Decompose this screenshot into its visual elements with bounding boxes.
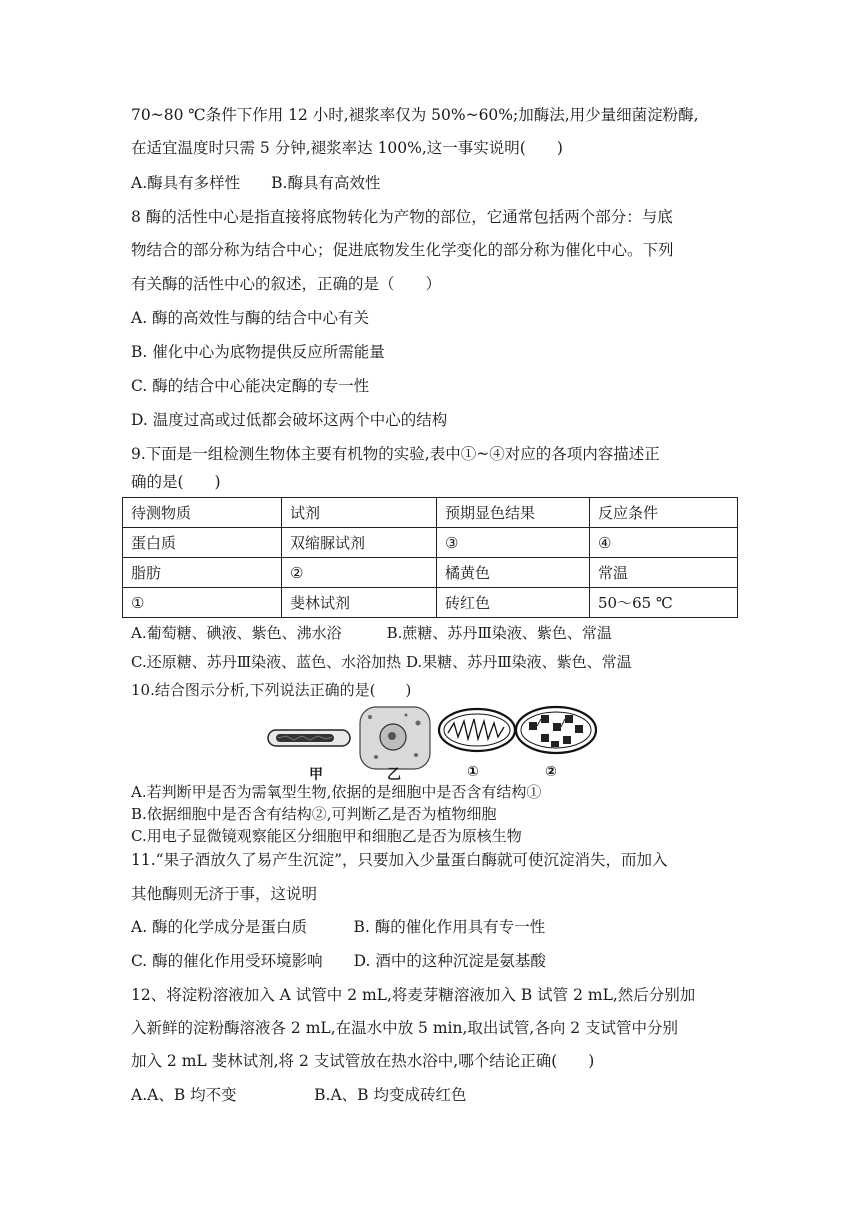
option-b: B. 催化中心为底物提供反应所需能量 bbox=[131, 343, 385, 361]
animal-cell-image bbox=[360, 707, 430, 769]
table-cell: ① bbox=[123, 588, 282, 618]
question-11: 11.“果子酒放久了易产生沉淀”，只要加入少量蛋白酶就可使沉淀消失，而加入 bbox=[131, 851, 668, 869]
table-cell: 常温 bbox=[590, 558, 738, 588]
question-9: 9.下面是一组检测生物体主要有机物的实验,表中①~④对应的各项内容描述正 bbox=[131, 445, 660, 463]
table-row bbox=[123, 558, 738, 588]
table-cell: 50～65 ℃ bbox=[590, 588, 738, 618]
option-c: C.用电子显微镜观察能区分细胞甲和细胞乙是否为原核生物 bbox=[131, 827, 522, 845]
table-header-row bbox=[123, 498, 738, 528]
table-row bbox=[123, 588, 738, 618]
mitochondrion-image bbox=[439, 709, 515, 751]
text-line: 其他酶则无济于事，这说明 bbox=[131, 885, 318, 903]
text-line: 物结合的部分称为结合中心；促进底物发生化学变化的部分称为催化中心。下列 bbox=[131, 241, 674, 259]
table-header-cell: 试剂 bbox=[282, 498, 437, 528]
figure-label-yi: 乙 bbox=[387, 767, 401, 783]
table-cell: ③ bbox=[437, 528, 590, 558]
option-c: C. 酶的结合中心能决定酶的专一性 bbox=[131, 377, 370, 395]
table-cell: 蛋白质 bbox=[123, 528, 282, 558]
option-line: A.葡萄糖、碘液、紫色、沸水浴 B.蔗糖、苏丹Ⅲ染液、紫色、常温 bbox=[131, 624, 612, 642]
option-line: C. 酶的催化作用受环境影响 D. 酒中的这种沉淀是氨基酸 bbox=[131, 952, 546, 970]
text-line: 入新鲜的淀粉酶溶液各 2 mL,在温水中放 5 min,取出试管,各向 2 支试管中分别 bbox=[131, 1019, 679, 1037]
option-line: A.A、B 均不变 B.A、B 均变成砖红色 bbox=[131, 1086, 467, 1104]
reagent-table bbox=[122, 497, 738, 618]
option-line: C.还原糖、苏丹Ⅲ染液、蓝色、水浴加热 D.果糖、苏丹Ⅲ染液、紫色、常温 bbox=[131, 653, 632, 671]
table-cell: 橘黄色 bbox=[437, 558, 590, 588]
table-cell: 脂肪 bbox=[123, 558, 282, 588]
figure-label-jia: 甲 bbox=[309, 767, 323, 783]
bacterium-cell-image bbox=[268, 730, 350, 746]
figure-label-1: ① bbox=[467, 764, 479, 780]
table-header-cell: 反应条件 bbox=[590, 498, 738, 528]
option-line: A.酶具有多样性 B.酶具有高效性 bbox=[131, 174, 381, 192]
table-cell: ② bbox=[282, 558, 437, 588]
question-12: 12、将淀粉溶液加入 A 试管中 2 mL,将麦芽糖溶液加入 B 试管 2 mL,然后分别加 bbox=[131, 986, 696, 1004]
table-cell: 斐林试剂 bbox=[282, 588, 437, 618]
table-cell: 双缩脲试剂 bbox=[282, 528, 437, 558]
table-header-cell: 待测物质 bbox=[123, 498, 282, 528]
option-line: A. 酶的化学成分是蛋白质 B. 酶的催化作用具有专一性 bbox=[131, 918, 546, 936]
text-line: 70~80 ℃条件下作用 12 小时,褪浆率仅为 50%~60%;加酶法,用少量细菌淀粉酶, bbox=[131, 106, 699, 124]
text-line: 有关酶的活性中心的叙述，正确的是（ ） bbox=[131, 275, 442, 293]
option-b: B.依据细胞中是否含有结构②,可判断乙是否为植物细胞 bbox=[131, 805, 497, 823]
table-cell: 砖红色 bbox=[437, 588, 590, 618]
option-d: D. 温度过高或过低都会破坏这两个中心的结构 bbox=[131, 411, 448, 429]
figure-label-2: ② bbox=[545, 764, 557, 780]
option-a: A. 酶的高效性与酶的结合中心有关 bbox=[131, 309, 370, 327]
text-line: 确的是( ) bbox=[131, 473, 221, 491]
option-a: A.若判断甲是否为需氧型生物,依据的是细胞中是否含有结构① bbox=[131, 783, 542, 801]
text-line: 加入 2 mL 斐林试剂,将 2 支试管放在热水浴中,哪个结论正确( ) bbox=[131, 1052, 595, 1070]
chloroplast-image bbox=[516, 707, 596, 753]
question-10: 10.结合图示分析,下列说法正确的是( ) bbox=[131, 681, 412, 699]
table-cell: ④ bbox=[590, 528, 738, 558]
table-row bbox=[123, 528, 738, 558]
question-8: 8 酶的活性中心是指直接将底物转化为产物的部位，它通常包括两个部分：与底 bbox=[131, 208, 673, 226]
table-header-cell: 预期显色结果 bbox=[437, 498, 590, 528]
text-line: 在适宜温度时只需 5 分钟,褪浆率达 100%,这一事实说明( ) bbox=[131, 139, 563, 157]
